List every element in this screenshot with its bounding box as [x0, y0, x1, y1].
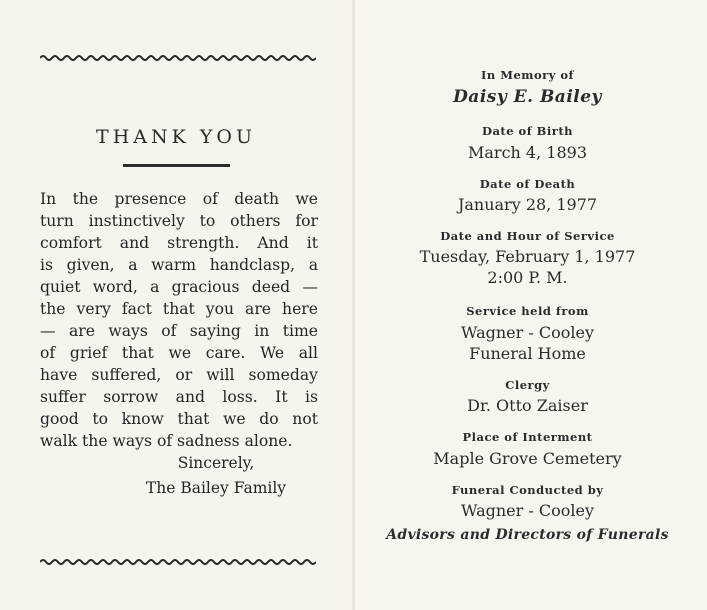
clergy-label: Clergy — [505, 378, 550, 392]
interment-place: Maple Grove Cemetery — [433, 449, 622, 468]
message-line: have suffered, or will someday — [40, 366, 318, 384]
bottom-wavy-rule — [40, 558, 316, 566]
message-line: quiet word, a gracious deed — — [40, 278, 318, 296]
message-line: — are ways of saying in time — [40, 322, 318, 340]
message-line: walk the ways of sadness alone. — [40, 432, 293, 450]
thank-you-title: THANK YOU — [96, 126, 256, 148]
birth-label: Date of Birth — [482, 124, 573, 138]
closing: Sincerely, — [177, 454, 255, 472]
held-from-label: Service held from — [466, 304, 589, 318]
top-wavy-rule — [40, 54, 316, 62]
funeral-home-line2: Funeral Home — [469, 344, 586, 363]
clergy-name: Dr. Otto Zaiser — [467, 396, 588, 415]
birth-date: March 4, 1893 — [468, 143, 587, 162]
death-label: Date of Death — [479, 177, 576, 191]
message-line: of grief that we care. We all — [40, 344, 318, 362]
message-line: turn instinctively to others for — [40, 212, 318, 230]
service-date: Tuesday, February 1, 1977 — [419, 247, 636, 266]
in-memory-label: In Memory of — [481, 68, 574, 82]
funeral-tagline: Advisors and Directors of Funerals — [386, 527, 669, 543]
title-underline — [123, 164, 230, 167]
message-line: the very fact that you are here — [40, 300, 318, 318]
conducted-by: Wagner - Cooley — [461, 501, 594, 520]
funeral-home-line1: Wagner - Cooley — [461, 323, 594, 342]
message-line: good to know that we do not — [40, 410, 318, 428]
message-line: In the presence of death we — [40, 190, 318, 208]
death-date: January 28, 1977 — [457, 195, 598, 214]
conducted-label: Funeral Conducted by — [451, 483, 604, 497]
thank-you-message — [40, 188, 318, 452]
signature: The Bailey Family — [145, 479, 287, 497]
message-line: suffer sorrow and loss. It is — [40, 388, 318, 406]
message-line: is given, a warm handclasp, a — [40, 256, 318, 274]
interment-label: Place of Interment — [462, 430, 593, 444]
service-time: 2:00 P. M. — [487, 268, 568, 287]
deceased-name: Daisy E. Bailey — [453, 87, 602, 107]
service-label: Date and Hour of Service — [440, 229, 615, 243]
message-line: comfort and strength. And it — [40, 234, 318, 252]
